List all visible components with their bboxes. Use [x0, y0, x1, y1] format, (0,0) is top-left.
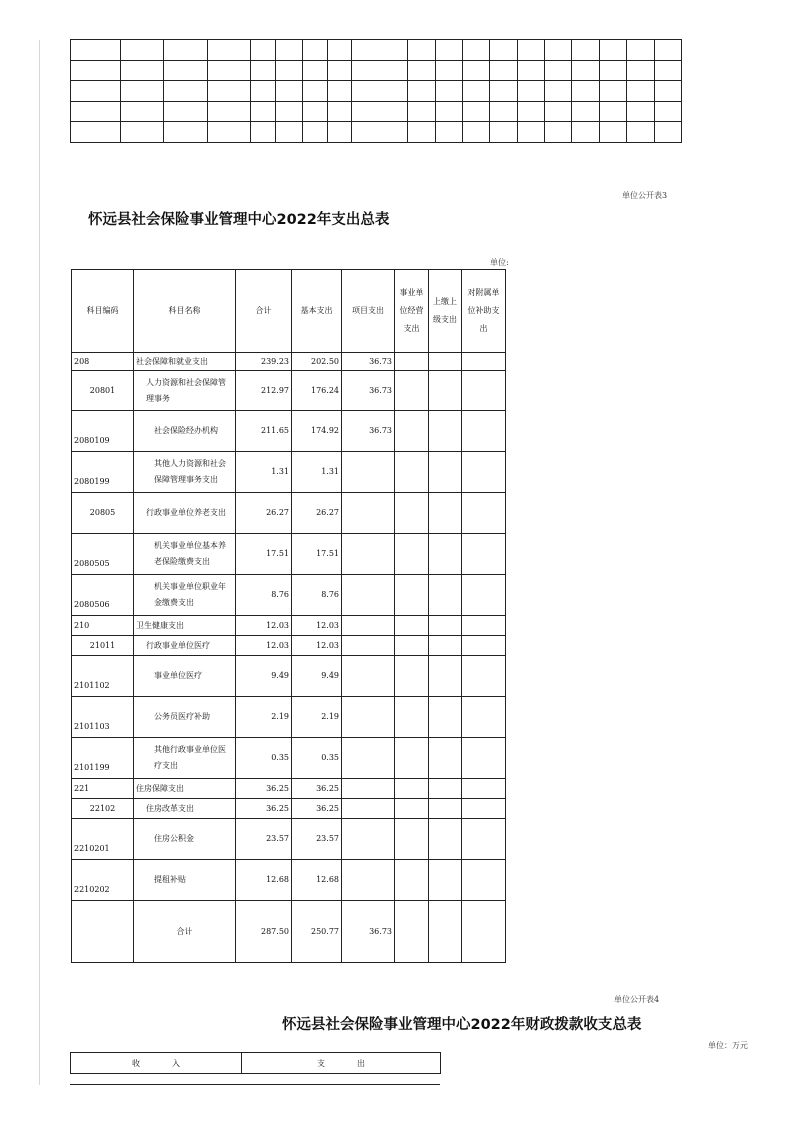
table4-title: 怀远县社会保险事业管理中心2022年财政拨款收支总表 [282, 1017, 642, 1033]
subsidy-value [462, 860, 506, 901]
empty-cell [518, 40, 545, 61]
remit-value [429, 819, 462, 860]
subject-code: 2080199 [72, 452, 134, 493]
subsidy-value [462, 534, 506, 575]
project-value [342, 616, 395, 636]
table-row [72, 616, 506, 636]
basic-value: 8.76 [292, 575, 342, 616]
total-row [72, 901, 506, 963]
empty-cell [463, 60, 490, 81]
total-value: 9.49 [236, 656, 292, 697]
subsidy-value [462, 575, 506, 616]
empty-cell [328, 60, 352, 81]
subsidy-value [462, 697, 506, 738]
business-value [395, 799, 429, 819]
basic-value: 202.50 [292, 353, 342, 371]
remit-value [429, 493, 462, 534]
subject-name: 社会保障和就业支出 [134, 353, 236, 371]
empty-cell [627, 122, 655, 143]
remit-value [429, 575, 462, 616]
basic-value: 36.25 [292, 779, 342, 799]
empty-cell [572, 40, 600, 61]
subsidy-value [462, 411, 506, 452]
grand-business-value [395, 901, 429, 963]
subject-code: 2101199 [72, 738, 134, 779]
empty-cell [518, 101, 545, 122]
table-row [72, 575, 506, 616]
subject-code: 221 [72, 779, 134, 799]
empty-cell [121, 40, 164, 61]
subject-code: 210 [72, 616, 134, 636]
empty-cell [408, 81, 436, 102]
basic-value: 9.49 [292, 656, 342, 697]
table3-tag: 单位公开表3 [622, 191, 668, 200]
header-subsidy: 对附属单位补助支出 [462, 270, 506, 353]
empty-cell [463, 101, 490, 122]
project-value [342, 697, 395, 738]
grand-basic-value: 250.77 [292, 901, 342, 963]
header-basic: 基本支出 [292, 270, 342, 353]
empty-cell [352, 101, 408, 122]
subject-code: 2080506 [72, 575, 134, 616]
subject-name: 住房改革支出 [134, 799, 236, 819]
empty-cell [655, 101, 682, 122]
empty-cell [164, 122, 208, 143]
subsidy-value [462, 819, 506, 860]
total-value: 23.57 [236, 819, 292, 860]
empty-cell [627, 81, 655, 102]
subject-code: 2210202 [72, 860, 134, 901]
empty-cell [655, 40, 682, 61]
empty-cell [436, 81, 463, 102]
business-value [395, 534, 429, 575]
empty-cell [164, 40, 208, 61]
remit-value [429, 779, 462, 799]
total-value: 239.23 [236, 353, 292, 371]
table-row [72, 371, 506, 411]
empty-cell [208, 60, 251, 81]
remit-value [429, 799, 462, 819]
empty-cell [328, 122, 352, 143]
total-value: 211.65 [236, 411, 292, 452]
grand-subsidy-value [462, 901, 506, 963]
empty-cell [408, 122, 436, 143]
basic-value: 0.35 [292, 738, 342, 779]
business-value [395, 779, 429, 799]
subject-name: 事业单位医疗 [134, 656, 236, 697]
subsidy-value [462, 493, 506, 534]
project-value [342, 534, 395, 575]
total-value: 36.25 [236, 799, 292, 819]
empty-cell [303, 122, 328, 143]
empty-cell [572, 122, 600, 143]
project-value: 36.73 [342, 353, 395, 371]
subject-code: 20801 [72, 371, 134, 411]
empty-cell [490, 81, 518, 102]
empty-cell [328, 101, 352, 122]
table-row [72, 636, 506, 656]
business-value [395, 656, 429, 697]
empty-cell [303, 40, 328, 61]
basic-value: 12.03 [292, 616, 342, 636]
table-row [72, 534, 506, 575]
empty-cell [600, 81, 627, 102]
basic-value: 176.24 [292, 371, 342, 411]
table3-unit: 单位: [490, 258, 509, 267]
header-total: 合计 [236, 270, 292, 353]
remit-value [429, 353, 462, 371]
empty-cell [545, 81, 572, 102]
empty-cell [655, 122, 682, 143]
subject-name: 住房公积金 [134, 819, 236, 860]
subject-name: 提租补贴 [134, 860, 236, 901]
basic-value: 2.19 [292, 697, 342, 738]
basic-value: 36.25 [292, 799, 342, 819]
empty-cell [208, 40, 251, 61]
empty-cell [627, 101, 655, 122]
project-value: 36.73 [342, 411, 395, 452]
subsidy-value [462, 616, 506, 636]
subject-code: 2101103 [72, 697, 134, 738]
table-header-row [72, 270, 506, 353]
subsidy-value [462, 353, 506, 371]
table4-tag: 单位公开表4 [614, 995, 660, 1004]
empty-cell [71, 122, 121, 143]
remit-value [429, 636, 462, 656]
remit-value [429, 697, 462, 738]
basic-value: 1.31 [292, 452, 342, 493]
empty-cell [276, 60, 303, 81]
header-project: 项目支出 [342, 270, 395, 353]
empty-cell [352, 122, 408, 143]
business-value [395, 697, 429, 738]
project-value [342, 636, 395, 656]
empty-cell [208, 122, 251, 143]
subsidy-value [462, 656, 506, 697]
total-value: 0.35 [236, 738, 292, 779]
empty-row [71, 101, 682, 122]
total-value: 8.76 [236, 575, 292, 616]
basic-value: 12.68 [292, 860, 342, 901]
subsidy-value [462, 371, 506, 411]
empty-cell [71, 60, 121, 81]
business-value [395, 636, 429, 656]
empty-cell [545, 40, 572, 61]
business-value [395, 353, 429, 371]
table-row [72, 860, 506, 901]
subject-code: 2080505 [72, 534, 134, 575]
empty-cell [436, 122, 463, 143]
empty-cell [164, 101, 208, 122]
empty-cell [276, 81, 303, 102]
business-value [395, 616, 429, 636]
header-subject-name: 科目名称 [134, 270, 236, 353]
total-value: 12.03 [236, 636, 292, 656]
subject-name: 卫生健康支出 [134, 616, 236, 636]
project-value [342, 656, 395, 697]
empty-cell [545, 101, 572, 122]
subject-code: 20805 [72, 493, 134, 534]
header-business: 事业单位经营支出 [395, 270, 429, 353]
basic-value: 12.03 [292, 636, 342, 656]
business-value [395, 860, 429, 901]
empty-cell [436, 101, 463, 122]
empty-cell [490, 101, 518, 122]
subject-name: 行政事业单位养老支出 [134, 493, 236, 534]
subsidy-value [462, 779, 506, 799]
grand-project-value: 36.73 [342, 901, 395, 963]
basic-value: 26.27 [292, 493, 342, 534]
empty-cell [352, 40, 408, 61]
subject-code: 208 [72, 353, 134, 371]
empty-cell [600, 101, 627, 122]
empty-cell [518, 122, 545, 143]
empty-cell [121, 60, 164, 81]
total-value: 12.03 [236, 616, 292, 636]
project-value [342, 799, 395, 819]
empty-cell [545, 122, 572, 143]
subject-name: 社会保险经办机构 [134, 411, 236, 452]
empty-cell [408, 60, 436, 81]
table-row [72, 738, 506, 779]
table3-title: 怀远县社会保险事业管理中心2022年支出总表 [88, 212, 390, 228]
empty-cell [600, 122, 627, 143]
empty-cell [208, 81, 251, 102]
total-value: 36.25 [236, 779, 292, 799]
empty-cell [627, 40, 655, 61]
subject-name: 其他行政事业单位医疗支出 [134, 738, 236, 779]
business-value [395, 371, 429, 411]
subject-code: 2101102 [72, 656, 134, 697]
empty-cell [251, 40, 276, 61]
empty-cell [303, 81, 328, 102]
business-value [395, 738, 429, 779]
header-income: 收 入 [71, 1053, 242, 1074]
remit-value [429, 371, 462, 411]
empty-cell [328, 81, 352, 102]
empty-cell [303, 60, 328, 81]
empty-cell [490, 122, 518, 143]
subject-name: 行政事业单位医疗 [134, 636, 236, 656]
table-row [72, 411, 506, 452]
expenditure-summary-table [71, 269, 506, 963]
empty-cell [276, 122, 303, 143]
subject-name: 人力资源和社会保障管理事务 [134, 371, 236, 411]
empty-cell [463, 40, 490, 61]
empty-cell [121, 122, 164, 143]
subsidy-value [462, 738, 506, 779]
table-row [72, 697, 506, 738]
remit-value [429, 534, 462, 575]
empty-cell [251, 81, 276, 102]
basic-value: 23.57 [292, 819, 342, 860]
subject-name: 机关事业单位职业年金缴费支出 [134, 575, 236, 616]
total-value: 26.27 [236, 493, 292, 534]
empty-row [71, 122, 682, 143]
empty-cell [436, 40, 463, 61]
empty-cell [352, 60, 408, 81]
table-row [72, 799, 506, 819]
empty-cell [545, 60, 572, 81]
table-row [72, 819, 506, 860]
empty-row [71, 40, 682, 61]
empty-cell [352, 81, 408, 102]
empty-cell [408, 101, 436, 122]
project-value [342, 452, 395, 493]
total-code-empty [72, 901, 134, 963]
empty-cell [436, 60, 463, 81]
business-value [395, 452, 429, 493]
project-value [342, 575, 395, 616]
empty-cell [655, 81, 682, 102]
previous-table-fragment [70, 39, 682, 143]
total-value: 17.51 [236, 534, 292, 575]
table-row [72, 353, 506, 371]
empty-cell [71, 40, 121, 61]
empty-cell [208, 101, 251, 122]
empty-cell [518, 81, 545, 102]
table4-unit: 单位：万元 [708, 1041, 748, 1050]
header-expense: 支 出 [242, 1053, 441, 1074]
empty-cell [463, 122, 490, 143]
empty-cell [121, 81, 164, 102]
empty-cell [276, 101, 303, 122]
subject-name: 住房保障支出 [134, 779, 236, 799]
empty-cell [328, 40, 352, 61]
subsidy-value [462, 452, 506, 493]
project-value [342, 860, 395, 901]
project-value: 36.73 [342, 371, 395, 411]
remit-value [429, 738, 462, 779]
business-value [395, 411, 429, 452]
total-label: 合计 [134, 901, 236, 963]
empty-cell [121, 101, 164, 122]
fiscal-summary-table [70, 1052, 441, 1074]
table-row [72, 656, 506, 697]
subsidy-value [462, 636, 506, 656]
project-value [342, 779, 395, 799]
remit-value [429, 656, 462, 697]
subject-name: 公务员医疗补助 [134, 697, 236, 738]
empty-cell [164, 60, 208, 81]
empty-cell [490, 60, 518, 81]
empty-cell [276, 40, 303, 61]
empty-cell [518, 60, 545, 81]
empty-row [71, 81, 682, 102]
table-row [72, 452, 506, 493]
project-value [342, 493, 395, 534]
header-subject-code: 科目编码 [72, 270, 134, 353]
page-margin-rule [39, 40, 40, 1085]
empty-cell [572, 81, 600, 102]
table-row [72, 493, 506, 534]
project-value [342, 738, 395, 779]
empty-cell [71, 101, 121, 122]
empty-cell [600, 40, 627, 61]
header-remit: 上缴上级支出 [429, 270, 462, 353]
business-value [395, 493, 429, 534]
subject-code: 2210201 [72, 819, 134, 860]
basic-value: 174.92 [292, 411, 342, 452]
empty-cell [164, 81, 208, 102]
table4-bottom-rule [70, 1084, 440, 1085]
grand-remit-value [429, 901, 462, 963]
business-value [395, 819, 429, 860]
empty-cell [251, 122, 276, 143]
subject-name: 其他人力资源和社会保障管理事务支出 [134, 452, 236, 493]
empty-cell [572, 60, 600, 81]
empty-cell [71, 81, 121, 102]
empty-cell [627, 60, 655, 81]
empty-cell [655, 60, 682, 81]
remit-value [429, 411, 462, 452]
empty-cell [463, 81, 490, 102]
project-value [342, 819, 395, 860]
empty-cell [408, 40, 436, 61]
empty-cell [490, 40, 518, 61]
grand-total-value: 287.50 [236, 901, 292, 963]
subsidy-value [462, 799, 506, 819]
table-row [72, 779, 506, 799]
business-value [395, 575, 429, 616]
remit-value [429, 860, 462, 901]
total-value: 212.97 [236, 371, 292, 411]
total-value: 1.31 [236, 452, 292, 493]
remit-value [429, 616, 462, 636]
subject-name: 机关事业单位基本养老保险缴费支出 [134, 534, 236, 575]
subject-code: 2080109 [72, 411, 134, 452]
empty-cell [303, 101, 328, 122]
basic-value: 17.51 [292, 534, 342, 575]
total-value: 2.19 [236, 697, 292, 738]
subject-code: 21011 [72, 636, 134, 656]
subject-code: 22102 [72, 799, 134, 819]
empty-cell [600, 60, 627, 81]
table4-header-row [71, 1053, 441, 1074]
total-value: 12.68 [236, 860, 292, 901]
empty-cell [251, 101, 276, 122]
empty-cell [572, 101, 600, 122]
empty-cell [251, 60, 276, 81]
remit-value [429, 452, 462, 493]
empty-row [71, 60, 682, 81]
